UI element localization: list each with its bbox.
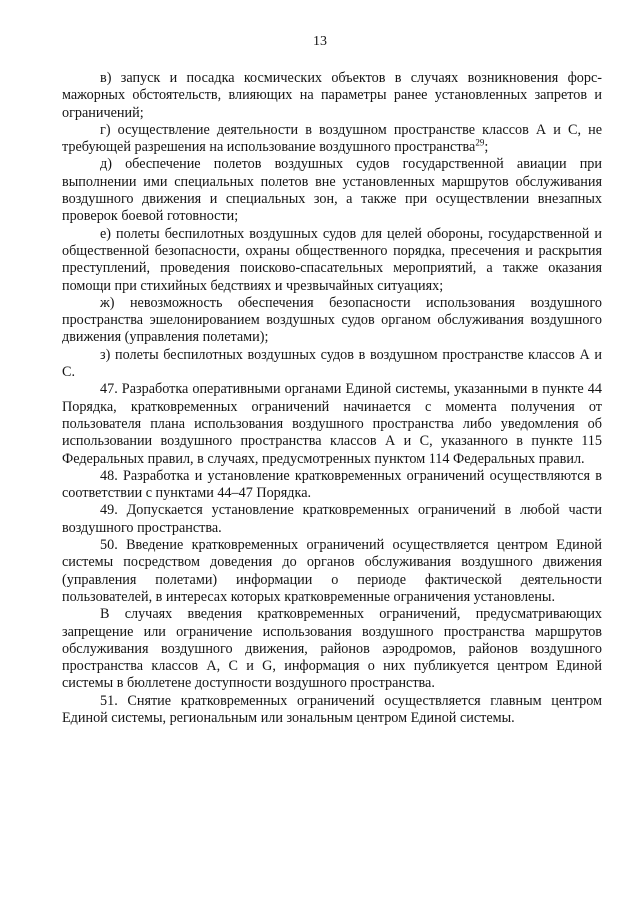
paragraph-47: 47. Разработка оперативными органами Единой системы, указанными в пункте 44 Порядка, кратковременных ограничений начинается с момента получения от пользователя плана использования воздушного пространства либо уведомления об использовании воздушного пространства классов А и С, указанного в пункте 115 Федеральных правил, в случаях, предусмотренных пунктом 114 Федеральных правил. [62, 381, 602, 467]
footnote-marker[interactable]: 29 [475, 137, 485, 148]
paragraph-51: 51. Снятие кратковременных ограничений осуществляется главным центром Единой системы, региональным или зональным центром Единой системы. [62, 692, 602, 726]
paragraph-item-g-text: г) осуществление деятельности в воздушном пространстве классов А и С, не требующей разрешения на использование воздушного пространства [62, 121, 602, 156]
paragraph-item-g-tail: ; [484, 139, 489, 156]
paragraph-50-continued: В случаях введения кратковременных ограничений, предусматривающих запрещение или ограничение использования воздушного пространства маршрутов обслуживания воздушного движения, районов аэродромов, районов воздушного пространства классов А, С и G, информация о них публикуется центром Единой системы в бюллетене доступности воздушного пространства. [62, 606, 602, 692]
paragraph-item-v: в) запуск и посадка космических объектов в случаях возникновения форс-мажорных обстоятельств, влияющих на параметры ранее установленных запретов и ограничений; [62, 70, 602, 121]
page-number: 13 [313, 34, 327, 49]
paragraph-item-e: е) полеты беспилотных воздушных судов для целей обороны, государственной и общественной безопасности, охраны общественного порядка, пресечения и раскрытия преступлений, проведения поисково-спасательных мероприятий, а также оказания помощи при стихийных бедствиях и чрезвычайных ситуациях; [62, 225, 602, 294]
paragraph-item-d: д) обеспечение полетов воздушных судов государственной авиации при выполнении ими специальных полетов вне установленных маршрутов обслуживания воздушного движения и специальных зон, а также при осуществлении внезапных проверок боевой готовности; [62, 156, 602, 225]
paragraph-item-z: з) полеты беспилотных воздушных судов в воздушном пространстве классов А и С. [62, 346, 602, 381]
paragraph-item-zh: ж) невозможность обеспечения безопасности использования воздушного пространства эшелонированием воздушных судов органом обслуживания воздушного движения (управления полетами); [62, 294, 602, 346]
document-body [62, 70, 602, 727]
paragraph-48: 48. Разработка и установление кратковременных ограничений осуществляются в соответствии с пунктами 44–47 Порядка. [62, 467, 602, 502]
paragraph-50: 50. Введение кратковременных ограничений осуществляется центром Единой системы посредством доведения до органов обслуживания воздушного движения (управления полетами) информации о периоде фактической деятельности пользователей, в интересах которых кратковременные ограничения установлены. [62, 537, 602, 605]
paragraph-item-g [62, 122, 602, 157]
paragraph-49: 49. Допускается установление кратковременных ограничений в любой части воздушного пространства. [62, 502, 602, 536]
